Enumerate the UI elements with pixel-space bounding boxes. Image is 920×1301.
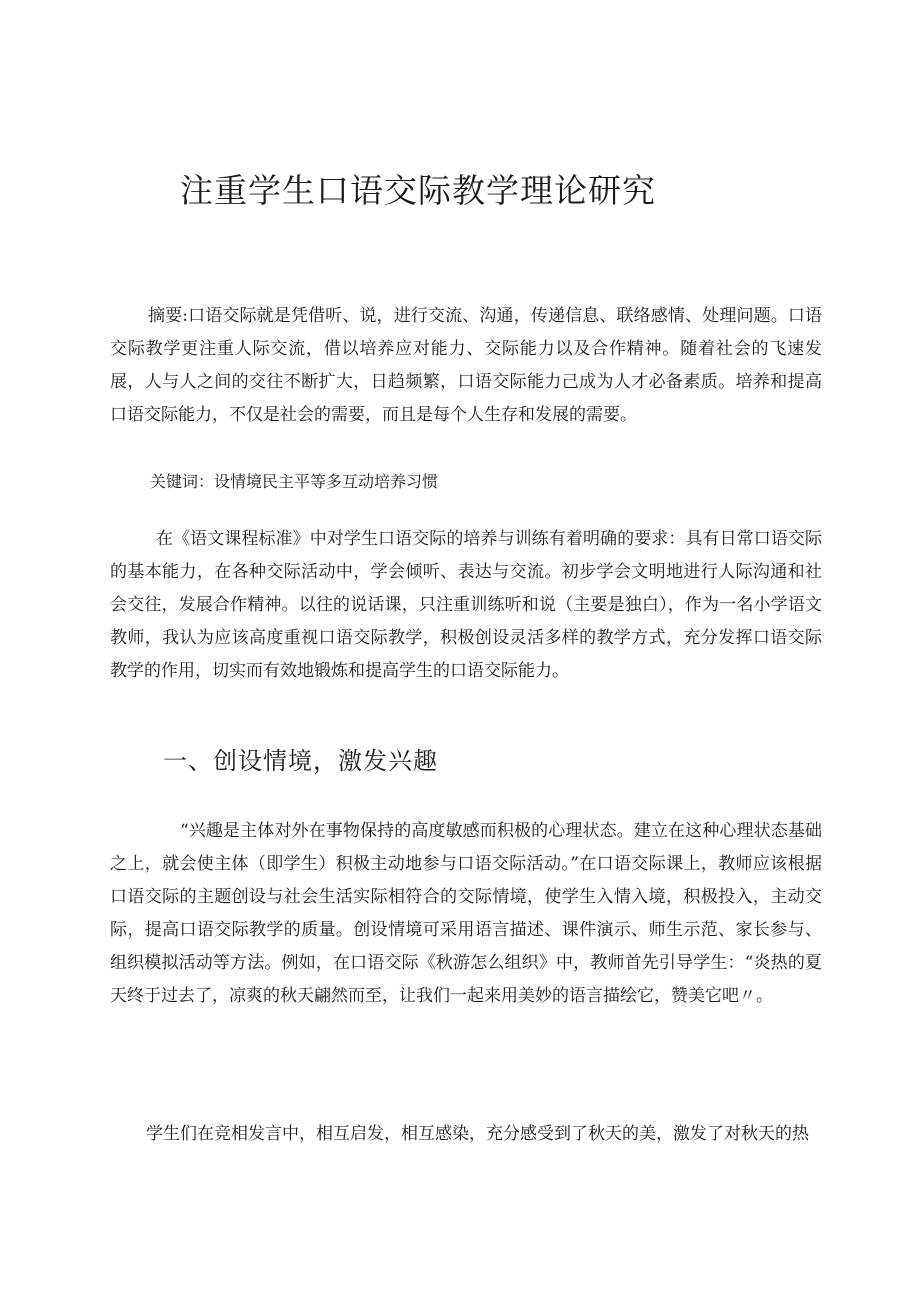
section-paragraph-1: “兴趣是主体对外在事物保持的高度敏感而积极的心理状态。建立在这种心理状态基础之上，就会使主体（即学生）积极主动地参与口语交际活动。”在口语交际课上，教师应该根据口语交际的主题创设与社会生活实际相符合的交际情境，使学生入情入境，积极投入，主动交际，提高口语交际教学的质量。创设情境可采用语言描述、课件演示、师生示范、家长参与、组织模拟活动等方法。例如，在口语交际《秋游怎么组织》中，教师首先引导学生：“炎热的夏天终于过去了，凉爽的秋天翩然而至，让我们一起来用美妙的语言描绘它，赞美它吧〃。	[110, 821, 822, 1006]
section-heading: 一、创设情境，激发兴趣	[163, 747, 438, 775]
keywords-line: 关键词：设情境民主平等多互动培养习惯	[150, 472, 439, 491]
abstract-paragraph: 摘要:口语交际就是凭借听、说，进行交流、沟通，传递信息、联络感情、处理问题。口语交际教学更注重人际交流，借以培养应对能力、交际能力以及合作精神。随着社会的飞速发展，人与人之间的交往不断扩大，日趋频繁，口语交际能力己成为人才必备素质。培养和提高口语交际能力，不仅是社会的需要，而且是每个人生存和发展的需要。	[110, 306, 822, 425]
section-paragraph-2: 学生们在竞相发言中，相互启发，相互感染，充分感受到了秋天的美，激发了对秋天的热	[146, 1124, 809, 1144]
document-title: 注重学生口语交际教学理论研究	[180, 171, 656, 210]
intro-paragraph: 在《语文课程标准》中对学生口语交际的培养与训练有着明确的要求：具有日常口语交际的基本能力，在各种交际活动中，学会倾听、表达与交流。初步学会文明地进行人际沟通和社会交往，发展合作精神。以往的说话课，只注重训练听和说（主要是独白），作为一名小学语文教师，我认为应该高度重视口语交际教学，积极创设灵活多样的教学方式，充分发挥口语交际教学的作用，切实而有效地锻炼和提高学生的口语交际能力。	[110, 529, 822, 681]
